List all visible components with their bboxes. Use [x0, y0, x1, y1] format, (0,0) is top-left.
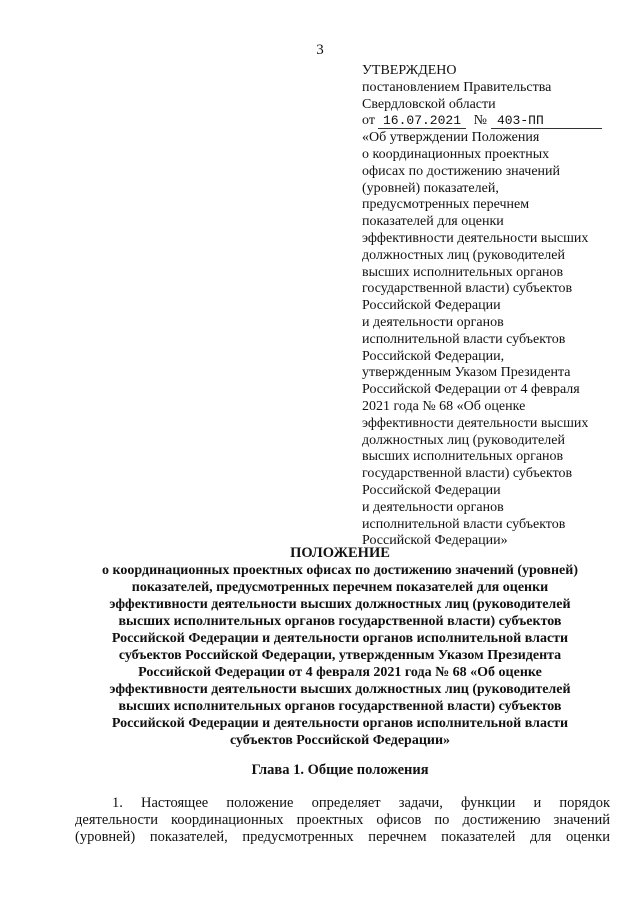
approval-date: 16.07.2021	[378, 114, 465, 129]
paragraph-line: деятельности координационных проектных офисов по достижению значений	[75, 812, 610, 828]
title-line: субъектов Российской Федерации, утвержденным Указом Президента	[118, 648, 562, 663]
approval-line: показателей для оценки	[362, 214, 504, 230]
title-line: эффективности деятельности высших должностных лиц (руководителей	[109, 597, 571, 612]
approval-line: офисах по достижению значений	[362, 163, 561, 179]
approval-line: «Об утверждении Положения	[362, 130, 540, 146]
title-line: эффективности деятельности высших должностных лиц (руководителей	[109, 682, 571, 697]
title-line: показателей, предусмотренных перечнем показателей для оценки	[131, 580, 549, 595]
body-paragraph	[75, 795, 610, 846]
document-title	[70, 545, 610, 749]
approval-line: должностных лиц (руководителей	[362, 432, 565, 448]
approval-line: Свердловской области	[362, 96, 496, 112]
approval-line: должностных лиц (руководителей	[362, 247, 565, 263]
approval-line: исполнительной власти субъектов	[362, 331, 566, 347]
approval-line: Российской Федерации от 4 февраля	[362, 382, 580, 398]
title-line: Российской Федерации и деятельности органов исполнительной власти	[111, 631, 569, 646]
approval-line: эффективности деятельности высших	[362, 415, 589, 431]
approval-line: предусмотренных перечнем	[362, 197, 530, 213]
chapter-heading: Глава 1. Общие положения	[251, 762, 429, 778]
approval-date-line	[362, 113, 602, 130]
approval-line: и деятельности органов	[362, 314, 504, 330]
approval-line: (уровней) показателей,	[362, 180, 499, 196]
approval-line: и деятельности органов	[362, 499, 504, 515]
approval-line: Российской Федерации	[362, 482, 501, 498]
approval-line: Российской Федерации	[362, 298, 501, 314]
approval-heading: УТВЕРЖДЕНО	[362, 63, 457, 78]
approval-line: Российской Федерации,	[362, 348, 505, 364]
approval-line: государственной власти) субъектов	[362, 466, 573, 482]
date-prefix: от	[362, 113, 375, 129]
paragraph-line: (уровней) показателей, предусмотренных перечнем показателей для оценки	[75, 829, 610, 845]
approval-number: 403-ПП	[491, 114, 602, 129]
approval-line: высших исполнительных органов	[362, 449, 564, 465]
approval-line: 2021 года № 68 «Об оценке	[362, 398, 526, 414]
approval-line: эффективности деятельности высших	[362, 230, 589, 246]
title-line: высших исполнительных органов государственной власти) субъектов	[118, 614, 562, 629]
document-heading: ПОЛОЖЕНИЕ	[290, 545, 390, 561]
title-line: о координационных проектных офисах по достижению значений (уровней)	[102, 563, 578, 578]
page-number: 3	[316, 42, 324, 58]
paragraph-line: 1. Настоящее положение определяет задачи, функции и порядок	[112, 795, 610, 811]
approval-line: высших исполнительных органов	[362, 264, 564, 280]
title-line: Российской Федерации от 4 февраля 2021 года № 68 «Об оценке	[138, 665, 542, 680]
approval-line: утвержденным Указом Президента	[362, 365, 571, 381]
approval-line: о координационных проектных	[362, 146, 550, 162]
title-line: субъектов Российской Федерации»	[229, 733, 451, 748]
approval-line: Российской Федерации»	[362, 533, 508, 549]
approval-line: государственной власти) субъектов	[362, 281, 573, 297]
approval-line: исполнительной власти субъектов	[362, 516, 566, 532]
approval-stamp	[362, 63, 602, 550]
title-line: высших исполнительных органов государственной власти) субъектов	[118, 699, 562, 714]
number-sign: №	[473, 113, 487, 129]
approval-line: постановлением Правительства	[362, 79, 552, 95]
title-line: Российской Федерации и деятельности органов исполнительной власти	[111, 716, 569, 731]
